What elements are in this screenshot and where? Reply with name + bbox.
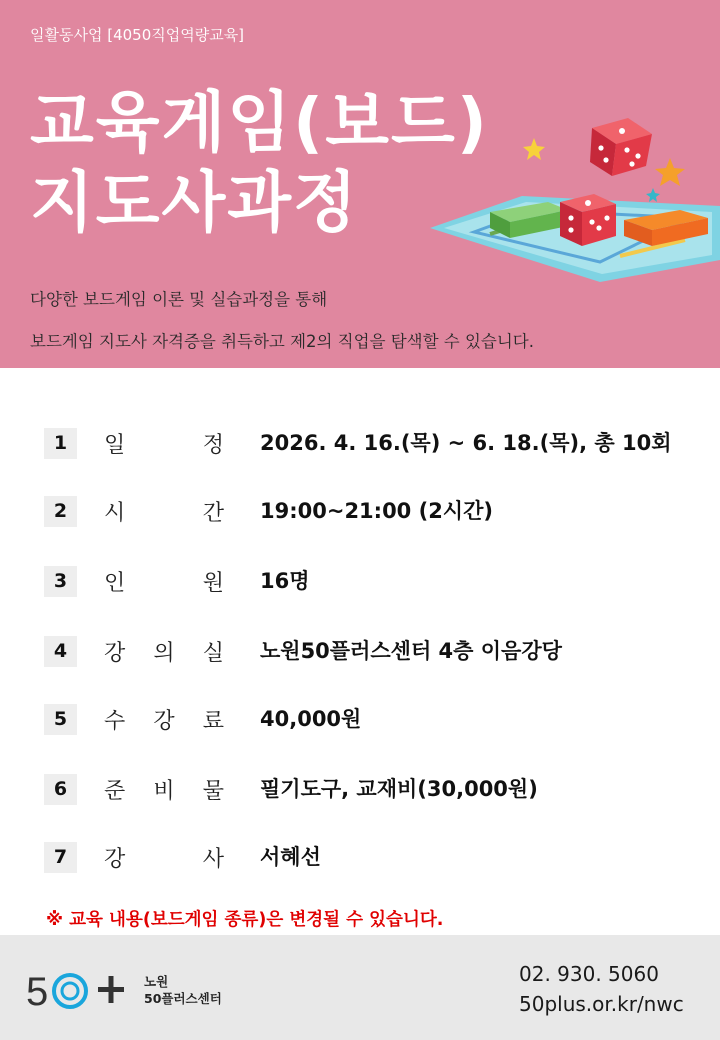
row-number: 6 [44, 774, 77, 805]
row-value: 2026. 4. 16.(목) ~ 6. 18.(목), 총 10회 [260, 431, 672, 455]
row-label [104, 636, 224, 667]
label-char: 사 [202, 847, 224, 872]
board-game-illustration [430, 110, 720, 290]
contact-info [519, 959, 684, 1019]
label-char: 강 [104, 847, 126, 872]
intro-line-1: 다양한 보드게임 이론 및 실습과정을 통해 [30, 290, 328, 309]
label-char: 원 [202, 571, 224, 596]
page-title-line2: 지도사과정 [30, 164, 359, 241]
detail-row-time [44, 492, 704, 532]
row-label [104, 774, 224, 805]
row-number: 4 [44, 636, 77, 667]
label-char: 간 [202, 501, 224, 526]
star-icon [523, 138, 545, 160]
row-value: 필기도구, 교재비(30,000원) [260, 777, 538, 801]
label-char: 강 [153, 709, 175, 734]
row-label [104, 496, 224, 527]
label-char: 실 [202, 641, 224, 666]
row-label [104, 704, 224, 735]
detail-row-fee [44, 700, 704, 740]
detail-row-schedule [44, 424, 704, 464]
logo-text [144, 973, 222, 1007]
label-char: 료 [202, 709, 224, 734]
website-link[interactable]: 50plus.or.kr/nwc [519, 992, 684, 1016]
label-char: 강 [104, 641, 126, 666]
row-number: 3 [44, 566, 77, 597]
footer [0, 935, 720, 1040]
label-char: 수 [104, 709, 126, 734]
detail-row-supplies [44, 770, 704, 810]
detail-row-capacity [44, 562, 704, 602]
page-title-line1: 교육게임(보드) [30, 84, 489, 161]
row-label [104, 842, 224, 873]
row-value: 노원50플러스센터 4층 이음강당 [260, 639, 562, 663]
star-icon [655, 158, 685, 186]
svg-text:5: 5 [26, 970, 49, 1013]
program-tag: 일활동사업 [4050직업역량교육] [30, 26, 245, 44]
label-char: 의 [153, 641, 175, 666]
row-number: 5 [44, 704, 77, 735]
logo-text-line1: 노원 [144, 974, 169, 989]
label-char: 물 [202, 779, 224, 804]
detail-row-instructor [44, 838, 704, 878]
row-number: 1 [44, 428, 77, 459]
label-char: 인 [104, 571, 126, 596]
change-notice: ※ 교육 내용(보드게임 종류)은 변경될 수 있습니다. [46, 910, 444, 930]
phone-number: 02. 930. 5060 [519, 962, 659, 986]
hero-banner [0, 0, 720, 368]
row-value: 19:00~21:00 (2시간) [260, 499, 493, 523]
star-icon [646, 188, 660, 202]
logo-text-line2: 50플러스센터 [144, 991, 222, 1006]
50plus-logo [26, 965, 138, 1013]
row-label [104, 566, 224, 597]
intro-line-2: 보드게임 지도사 자격증을 취득하고 제2의 직업을 탐색할 수 있습니다. [30, 332, 534, 351]
label-char: 정 [202, 433, 224, 458]
dice-icon [590, 118, 652, 176]
label-char: 일 [104, 433, 126, 458]
detail-row-classroom [44, 632, 704, 672]
row-value: 16명 [260, 569, 310, 593]
row-label [104, 428, 224, 459]
label-char: 시 [104, 501, 126, 526]
row-number: 7 [44, 842, 77, 873]
row-value: 40,000원 [260, 707, 362, 731]
row-number: 2 [44, 496, 77, 527]
label-char: 비 [153, 779, 175, 804]
dice-icon [560, 194, 616, 246]
row-value: 서혜선 [260, 845, 321, 869]
label-char: 준 [104, 779, 126, 804]
